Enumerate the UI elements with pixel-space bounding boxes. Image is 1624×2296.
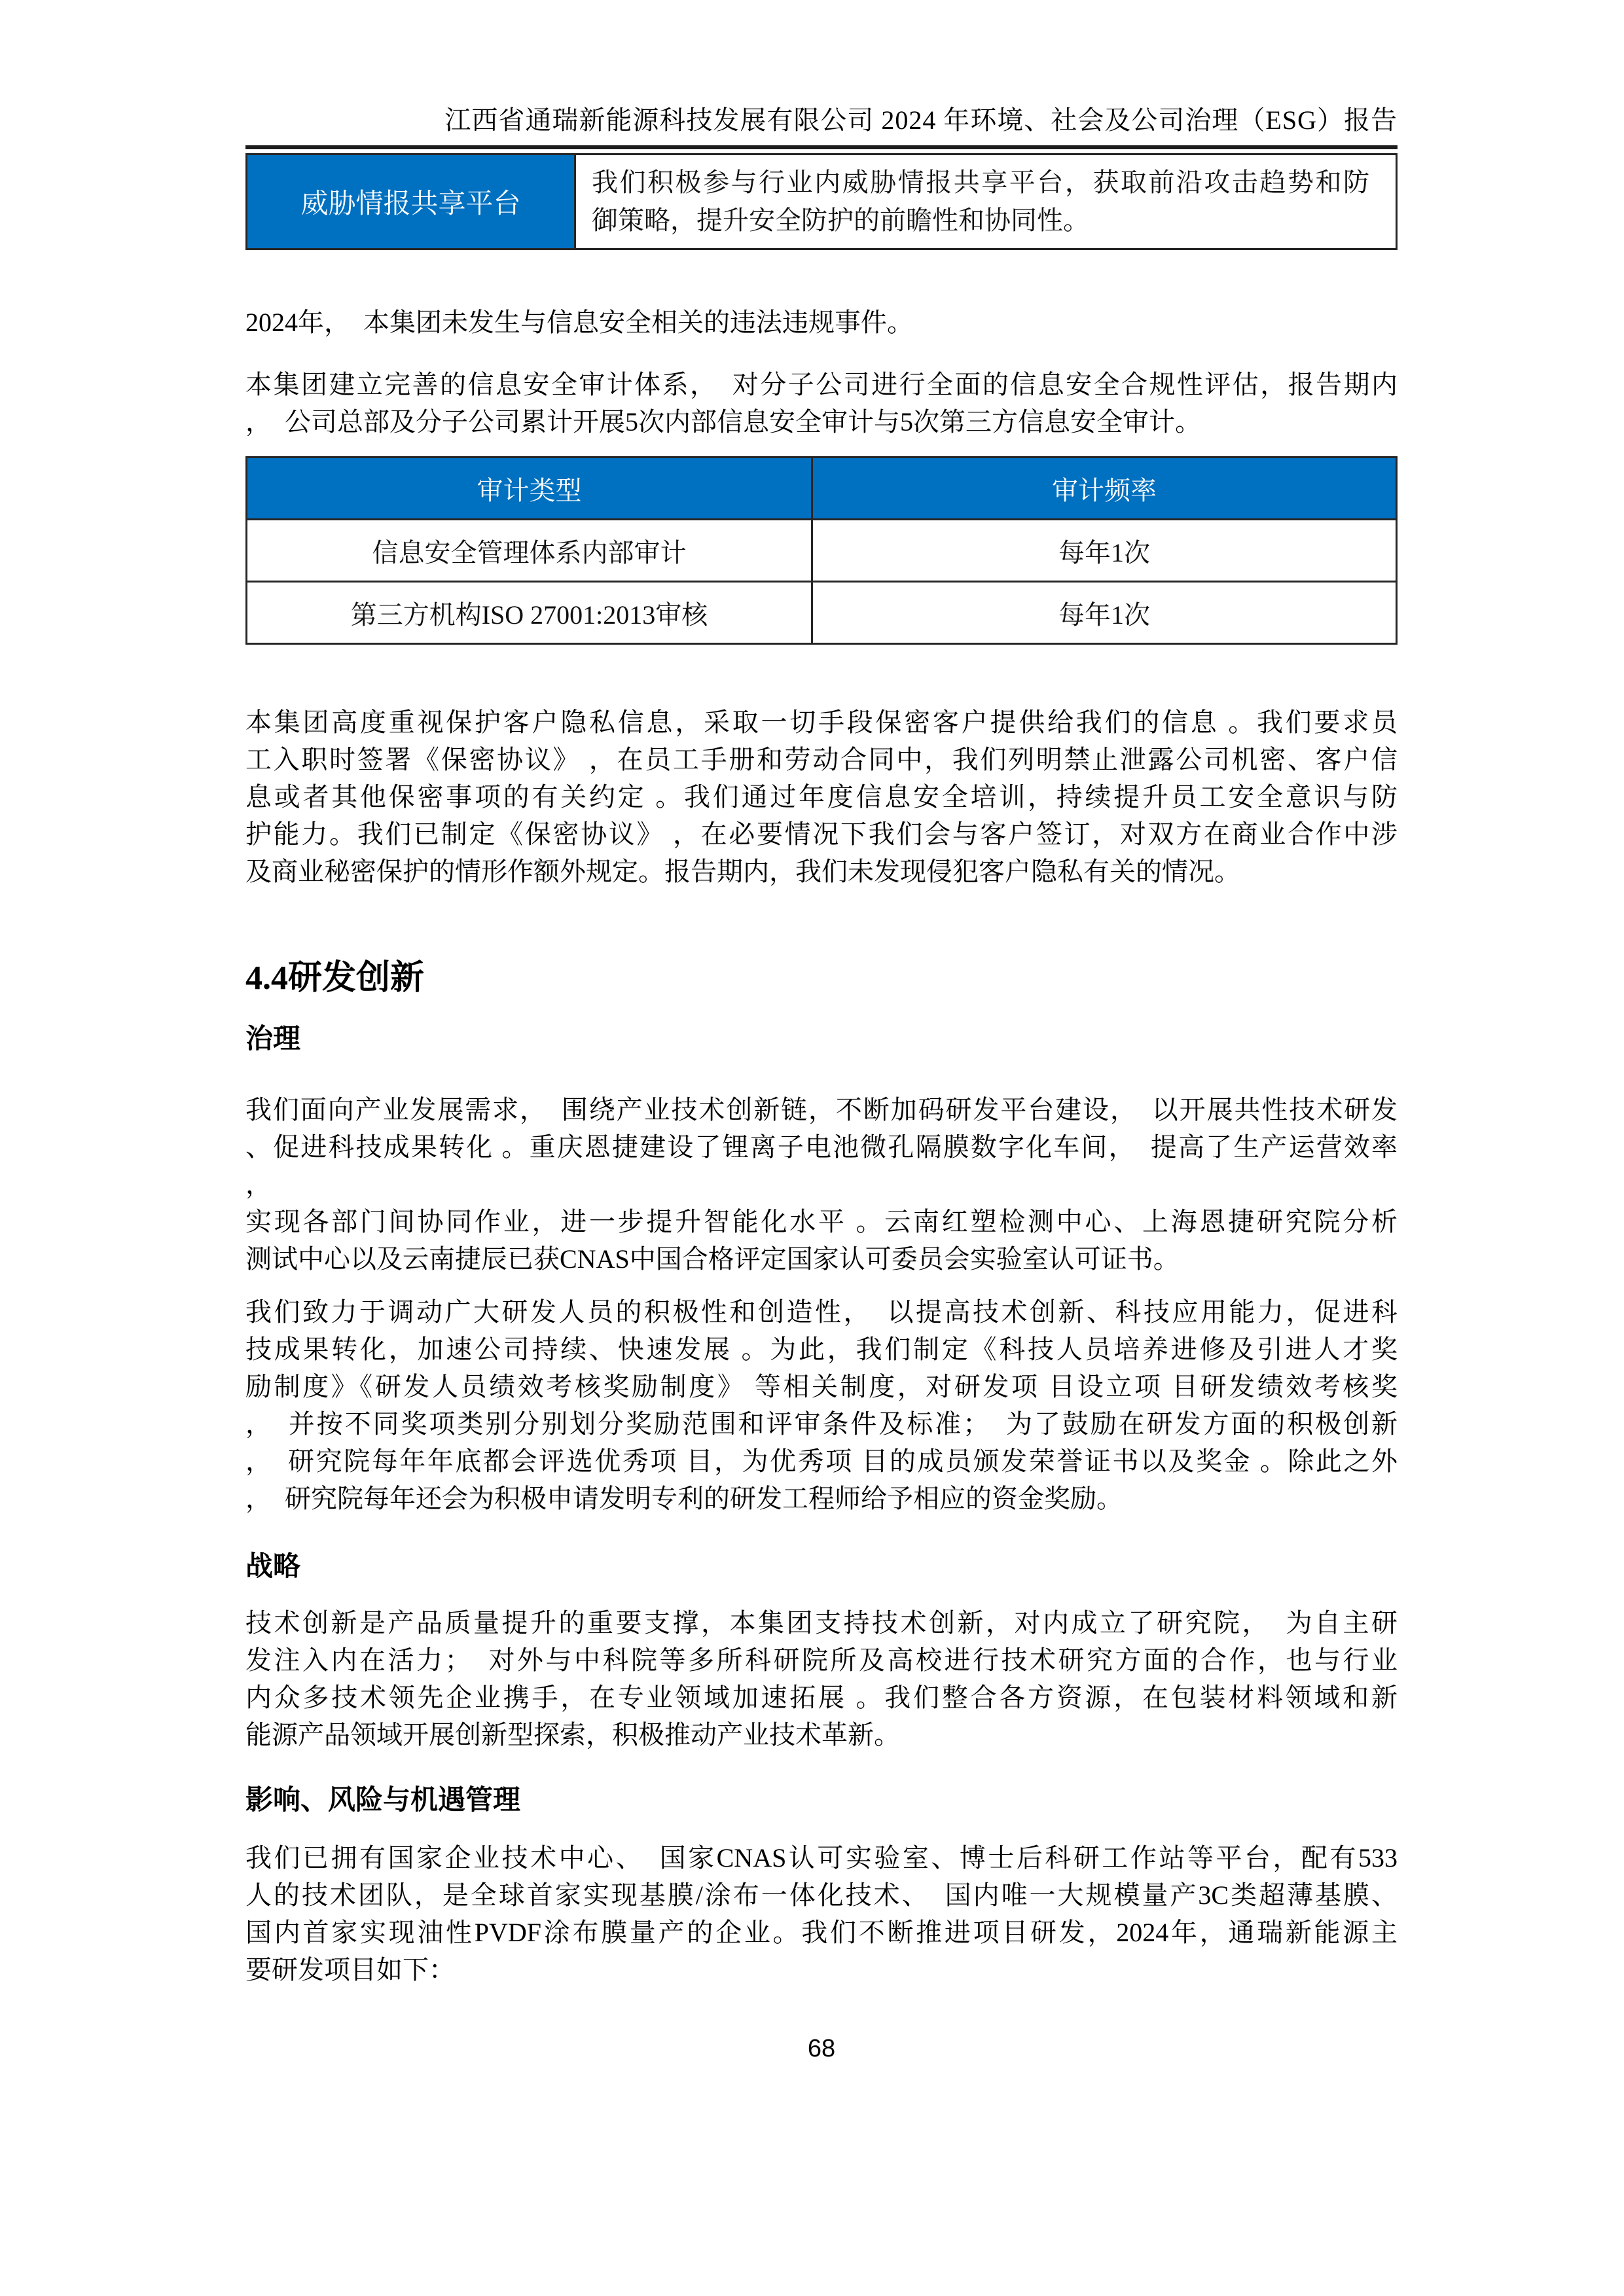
table-cell: 信息安全管理体系内部审计 (247, 520, 812, 582)
paragraph-strategy (245, 1604, 1398, 1753)
text-line: 人的技术团队，是全球首家实现基膜/涂布一体化技术、 国内唯一大规模量产3C类超薄基膜、 (245, 1880, 1398, 1910)
page-number: 68 (807, 2035, 836, 2062)
text-line: 励制度》《研发人员绩效考核奖励制度》 等相关制度，对研发项 目设立项 目研发绩效考核奖 (245, 1372, 1398, 1401)
text-line: 、促进科技成果转化 。重庆恩捷建设了锂离子电池微孔隔膜数字化车间， 提高了生产运营效率 (245, 1132, 1398, 1162)
paragraph-no-incident (245, 304, 1398, 341)
page-header-title: 江西省通瑞新能源科技发展有限公司 2024 年环境、社会及公司治理（ESG）报告 (444, 105, 1398, 135)
text-line: ， 并按不同奖项类别分别划分奖励范围和评审条件及标准； 为了鼓励在研发方面的积极创新 (245, 1409, 1398, 1439)
table-header-row (247, 457, 1397, 520)
text-line: 技术创新是产品质量提升的重要支撑，本集团支持技术创新，对内成立了研究院， 为自主研 (245, 1608, 1398, 1638)
text-line: 护能力。我们已制定《保密协议》 ，在必要情况下我们会与客户签订，对双方在商业合作中涉 (245, 819, 1398, 849)
text-line: 御策略，提升安全防护的前瞻性和协同性。 (592, 206, 1089, 235)
section-title-rd-innovation: 4.4研发创新 (245, 960, 425, 997)
threat-platform-label-cell: 威胁情报共享平台 (247, 154, 575, 249)
text-line: 息或者其他保密事项的有关约定 。我们通过年度信息安全培训，持续提升员工安全意识与防 (245, 782, 1398, 812)
text-line: 工入职时签署《保密协议》 ，在员工手册和劳动合同中，我们列明禁止泄露公司机密、客户信 (245, 745, 1398, 774)
paragraph-impact-risk-opportunity (245, 1839, 1398, 1988)
text-line: 本集团建立完善的信息安全审计体系， 对分子公司进行全面的信息安全合规性评估，报告期内 (245, 370, 1398, 399)
text-line: ， (245, 1170, 272, 1199)
text-line: 实现各部门间协同作业，进一步提升智能化水平 。云南红塑检测中心、上海恩捷研究院分析 (245, 1207, 1398, 1236)
text-line: 2024年， 本集团未发生与信息安全相关的违法违规事件。 (245, 308, 913, 337)
audit-frequency-header-cell: 审计频率 (812, 457, 1397, 520)
paragraph-governance-1 (245, 1091, 1398, 1278)
paragraph-customer-privacy (245, 704, 1398, 890)
table-cell: 第三方机构ISO 27001:2013审核 (247, 582, 812, 644)
text-line: ， 研究院每年还会为积极申请发明专利的研发工程师给予相应的资金奖励。 (245, 1484, 1123, 1513)
text-line: 我们已拥有国家企业技术中心、 国家CNAS认可实验室、博士后科研工作站等平台，配有533 (245, 1843, 1398, 1873)
text-line: 我们积极参与行业内威胁情报共享平台，获取前沿攻击趋势和防 (592, 168, 1369, 197)
table-cell: 每年1次 (812, 520, 1397, 582)
paragraph-audit-system (245, 366, 1398, 440)
text-line: ， 公司总部及分子公司累计开展5次内部信息安全审计与5次第三方信息安全审计。 (245, 407, 1201, 437)
audit-table (245, 456, 1398, 645)
paragraph-governance-2 (245, 1293, 1398, 1517)
text-line: 及商业秘密保护的情形作额外规定。报告期内，我们未发现侵犯客户隐私有关的情况。 (245, 857, 1240, 886)
text-line: 技成果转化，加速公司持续、快速发展 。为此，我们制定《科技人员培养进修及引进人才奖 (245, 1335, 1398, 1364)
threat-platform-table (245, 153, 1398, 250)
text-line: 能源产品领域开展创新型探索，积极推动产业技术革新。 (245, 1720, 900, 1749)
table-cell: 每年1次 (812, 582, 1397, 644)
text-line: 要研发项目如下： (245, 1955, 455, 1984)
table-row (247, 582, 1397, 644)
text-line: ， 研究院每年年底都会评选优秀项 目，为优秀项 目的成员颁发荣誉证书以及奖金 。除此之外 (245, 1446, 1398, 1476)
table-row (247, 154, 1397, 249)
threat-platform-desc-cell (575, 154, 1397, 249)
subheading-impact-risk-opportunity: 影响、风险与机遇管理 (245, 1785, 521, 1816)
text-line: 测试中心以及云南捷辰已获CNAS中国合格评定国家认可委员会实验室认可证书。 (245, 1244, 1180, 1274)
header-divider-rule (245, 145, 1398, 149)
text-line: 发注入内在活力； 对外与中科院等多所科研院所及高校进行技术研究方面的合作，也与行业 (245, 1645, 1398, 1675)
text-line: 内众多技术领先企业携手，在专业领域加速拓展 。我们整合各方资源，在包装材料领域和新 (245, 1683, 1398, 1712)
text-line: 国内首家实现油性PVDF涂布膜量产的企业。我们不断推进项目研发，2024年，通瑞新能源主 (245, 1918, 1398, 1947)
subheading-governance: 治理 (245, 1024, 301, 1054)
table-row (247, 520, 1397, 582)
text-line: 我们致力于调动广大研发人员的积极性和创造性， 以提高技术创新、科技应用能力，促进科 (245, 1297, 1398, 1327)
subheading-strategy: 战略 (245, 1552, 301, 1582)
audit-type-header-cell: 审计类型 (247, 457, 812, 520)
text-line: 我们面向产业发展需求， 围绕产业技术创新链，不断加码研发平台建设， 以开展共性技术研发 (245, 1095, 1398, 1124)
text-line: 本集团高度重视保护客户隐私信息，采取一切手段保密客户提供给我们的信息 。我们要求员 (245, 708, 1398, 737)
